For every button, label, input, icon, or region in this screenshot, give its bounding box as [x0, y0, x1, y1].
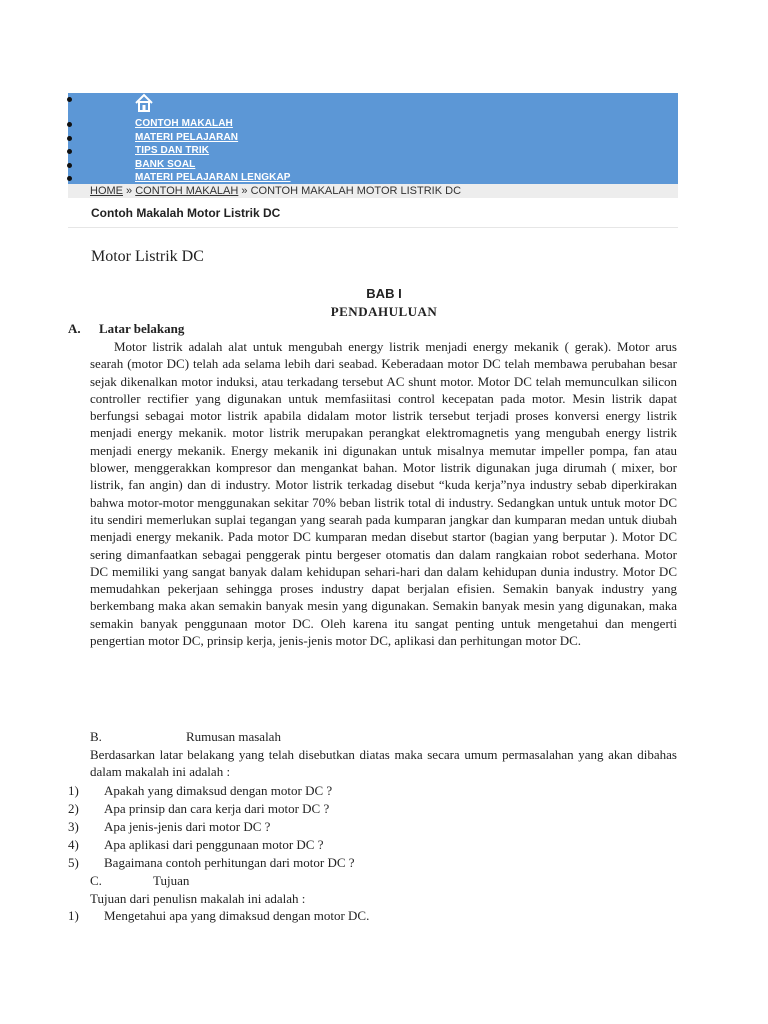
list-item	[68, 819, 270, 835]
list-number: 3)	[68, 819, 79, 834]
list-number: 4)	[68, 837, 79, 852]
nav-item-tips-dan-trik[interactable]	[68, 145, 678, 158]
list-item	[68, 855, 355, 871]
list-text: Apa jenis-jenis dari motor DC ?	[104, 819, 271, 834]
section-a-heading	[68, 321, 184, 337]
nav-link-materi-pelajaran[interactable]: MATERI PELAJARAN	[135, 131, 239, 143]
section-c-heading	[90, 873, 189, 889]
nav-item-materi-pelajaran[interactable]	[68, 132, 678, 145]
nav-item-contoh-makalah[interactable]	[68, 118, 678, 131]
list-number: 1)	[68, 908, 79, 923]
list-item	[68, 801, 329, 817]
breadcrumb-separator: »	[238, 185, 251, 197]
list-bullet	[67, 176, 72, 181]
chapter-title: PENDAHULUAN	[330, 304, 438, 319]
home-icon[interactable]	[134, 93, 154, 113]
breadcrumb-category-link[interactable]: CONTOH MAKALAH	[135, 185, 239, 197]
list-bullet	[67, 97, 72, 102]
section-b-label: B.	[90, 729, 102, 744]
chapter-number: BAB I	[366, 286, 402, 301]
list-item	[68, 783, 332, 799]
nav-item-home[interactable]	[68, 93, 678, 106]
post-title: Contoh Makalah Motor Listrik DC	[91, 206, 281, 220]
background-paragraph: Motor listrik adalah alat untuk mengubah energy listrik menjadi energy mekanik ( gerak). Motor arus searah (motor DC) telah ada selama lebih dari seabad. Keberadaan motor DC telah membawa perubahan besar sejak dikenalkan motor induksi, atau terkadang tersebut AC shunt motor. Motor DC telah memunculkan silicon controller rectifier yang digunakan untuk memfasiitasi control kecepatan pada motor. Mesin listrik dapat berfungsi sebagai motor listrik apabila didalam motor listrik tersebut terjadi proses konversi energy listrik menjadi energy mekanik. motor listrik merupakan perangkat elektromagnetis yang mengubah energy listrik menjadi energy mekanik. Energy mekanik ini digunakan untuk misalnya memutar impeller pompa, fan atau blower, menggerakkan kompresor dan mengankat bahan. Motor listrik digunakan juga dirumah ( mixer, bor listrik, fan angin) dan di industry. Motor listrik terkadag disebut “kuda kerja”nya industry sebab diperkirakan bahwa motor-motor menggunakan sekitar 70% beban listrik total di industry. Sedangkan untuk untuk motor DC itu sendiri memerlukan suplai tegangan yang searah pada kumparan jangkar dan kumparan medan untuk diubah menjadi energy mekanik. Pada motor DC kumparan medan disebut startor (bagian yang berputar ). Motor DC sering dimanfaatkan sebagai penggerak pintu bergeser otomatis dan dalam rangkaian robot sederhana. Motor DC memiliki yang sangat banyak dalam kehidupan sehari-hari dan dalam kehidupan dunia industry. Motor DC memudahkan pekerjaan sehingga proses industry dapat berjalan efisien. Semakin banyak industry yang berkembang maka akan semakin banyak mesin yang digunakan. Semakin banyak mesin yang digunakan, maka semakin banyak penggunaan motor DC. Oleh karena itu sangat penting untuk mengetahui dan mengerti pengertian motor DC, prinsip kerja, jenis-jenis motor DC, aplikasi dan perhitungan motor DC.	[90, 339, 677, 649]
section-a-label: A.	[68, 321, 81, 336]
list-text: Mengetahui apa yang dimaksud dengan motor DC.	[104, 908, 370, 923]
breadcrumb-home-link[interactable]: HOME	[90, 185, 123, 197]
nav-link-materi-pelajaran-lengkap[interactable]: MATERI PELAJARAN LENGKAP	[135, 172, 291, 183]
document-title: Motor Listrik DC	[91, 248, 204, 265]
list-text: Bagaimana contoh perhitungan dari motor DC ?	[104, 855, 355, 870]
list-number: 2)	[68, 801, 79, 816]
list-text: Apakah yang dimaksud dengan motor DC ?	[104, 783, 333, 798]
nav-link-contoh-makalah[interactable]: CONTOH MAKALAH	[135, 118, 233, 129]
list-bullet	[67, 122, 72, 127]
divider	[68, 227, 678, 228]
section-b-intro: Berdasarkan latar belakang yang telah disebutkan diatas maka secara umum permasalahan yang akan dibahas dalam makalah ini adalah :	[90, 747, 677, 780]
list-number: 5)	[68, 855, 79, 870]
list-text: Apa prinsip dan cara kerja dari motor DC ?	[104, 801, 330, 816]
breadcrumb-trail	[90, 184, 461, 198]
list-number: 1)	[68, 783, 79, 798]
section-b-heading	[90, 729, 281, 745]
nav-link-tips-dan-trik[interactable]: TIPS DAN TRIK	[135, 145, 210, 156]
section-c-intro: Tujuan dari penulisn makalah ini adalah :	[90, 891, 306, 906]
breadcrumb	[68, 184, 678, 198]
nav-link-bank-soal[interactable]: BANK SOAL	[135, 158, 196, 170]
list-bullet	[67, 149, 72, 154]
list-item	[68, 837, 324, 853]
list-bullet	[67, 163, 72, 168]
breadcrumb-separator: »	[123, 185, 136, 197]
list-text: Apa aplikasi dari penggunaan motor DC ?	[104, 837, 324, 852]
top-navigation-bar	[68, 93, 678, 184]
section-a-title: Latar belakang	[99, 321, 185, 336]
list-item	[68, 908, 369, 924]
breadcrumb-current: CONTOH MAKALAH MOTOR LISTRIK DC	[250, 185, 462, 197]
section-c-label: C.	[90, 873, 102, 888]
nav-item-bank-soal[interactable]	[68, 159, 678, 172]
section-c-title: Tujuan	[153, 873, 190, 888]
list-bullet	[67, 136, 72, 141]
section-b-title: Rumusan masalah	[186, 729, 281, 744]
